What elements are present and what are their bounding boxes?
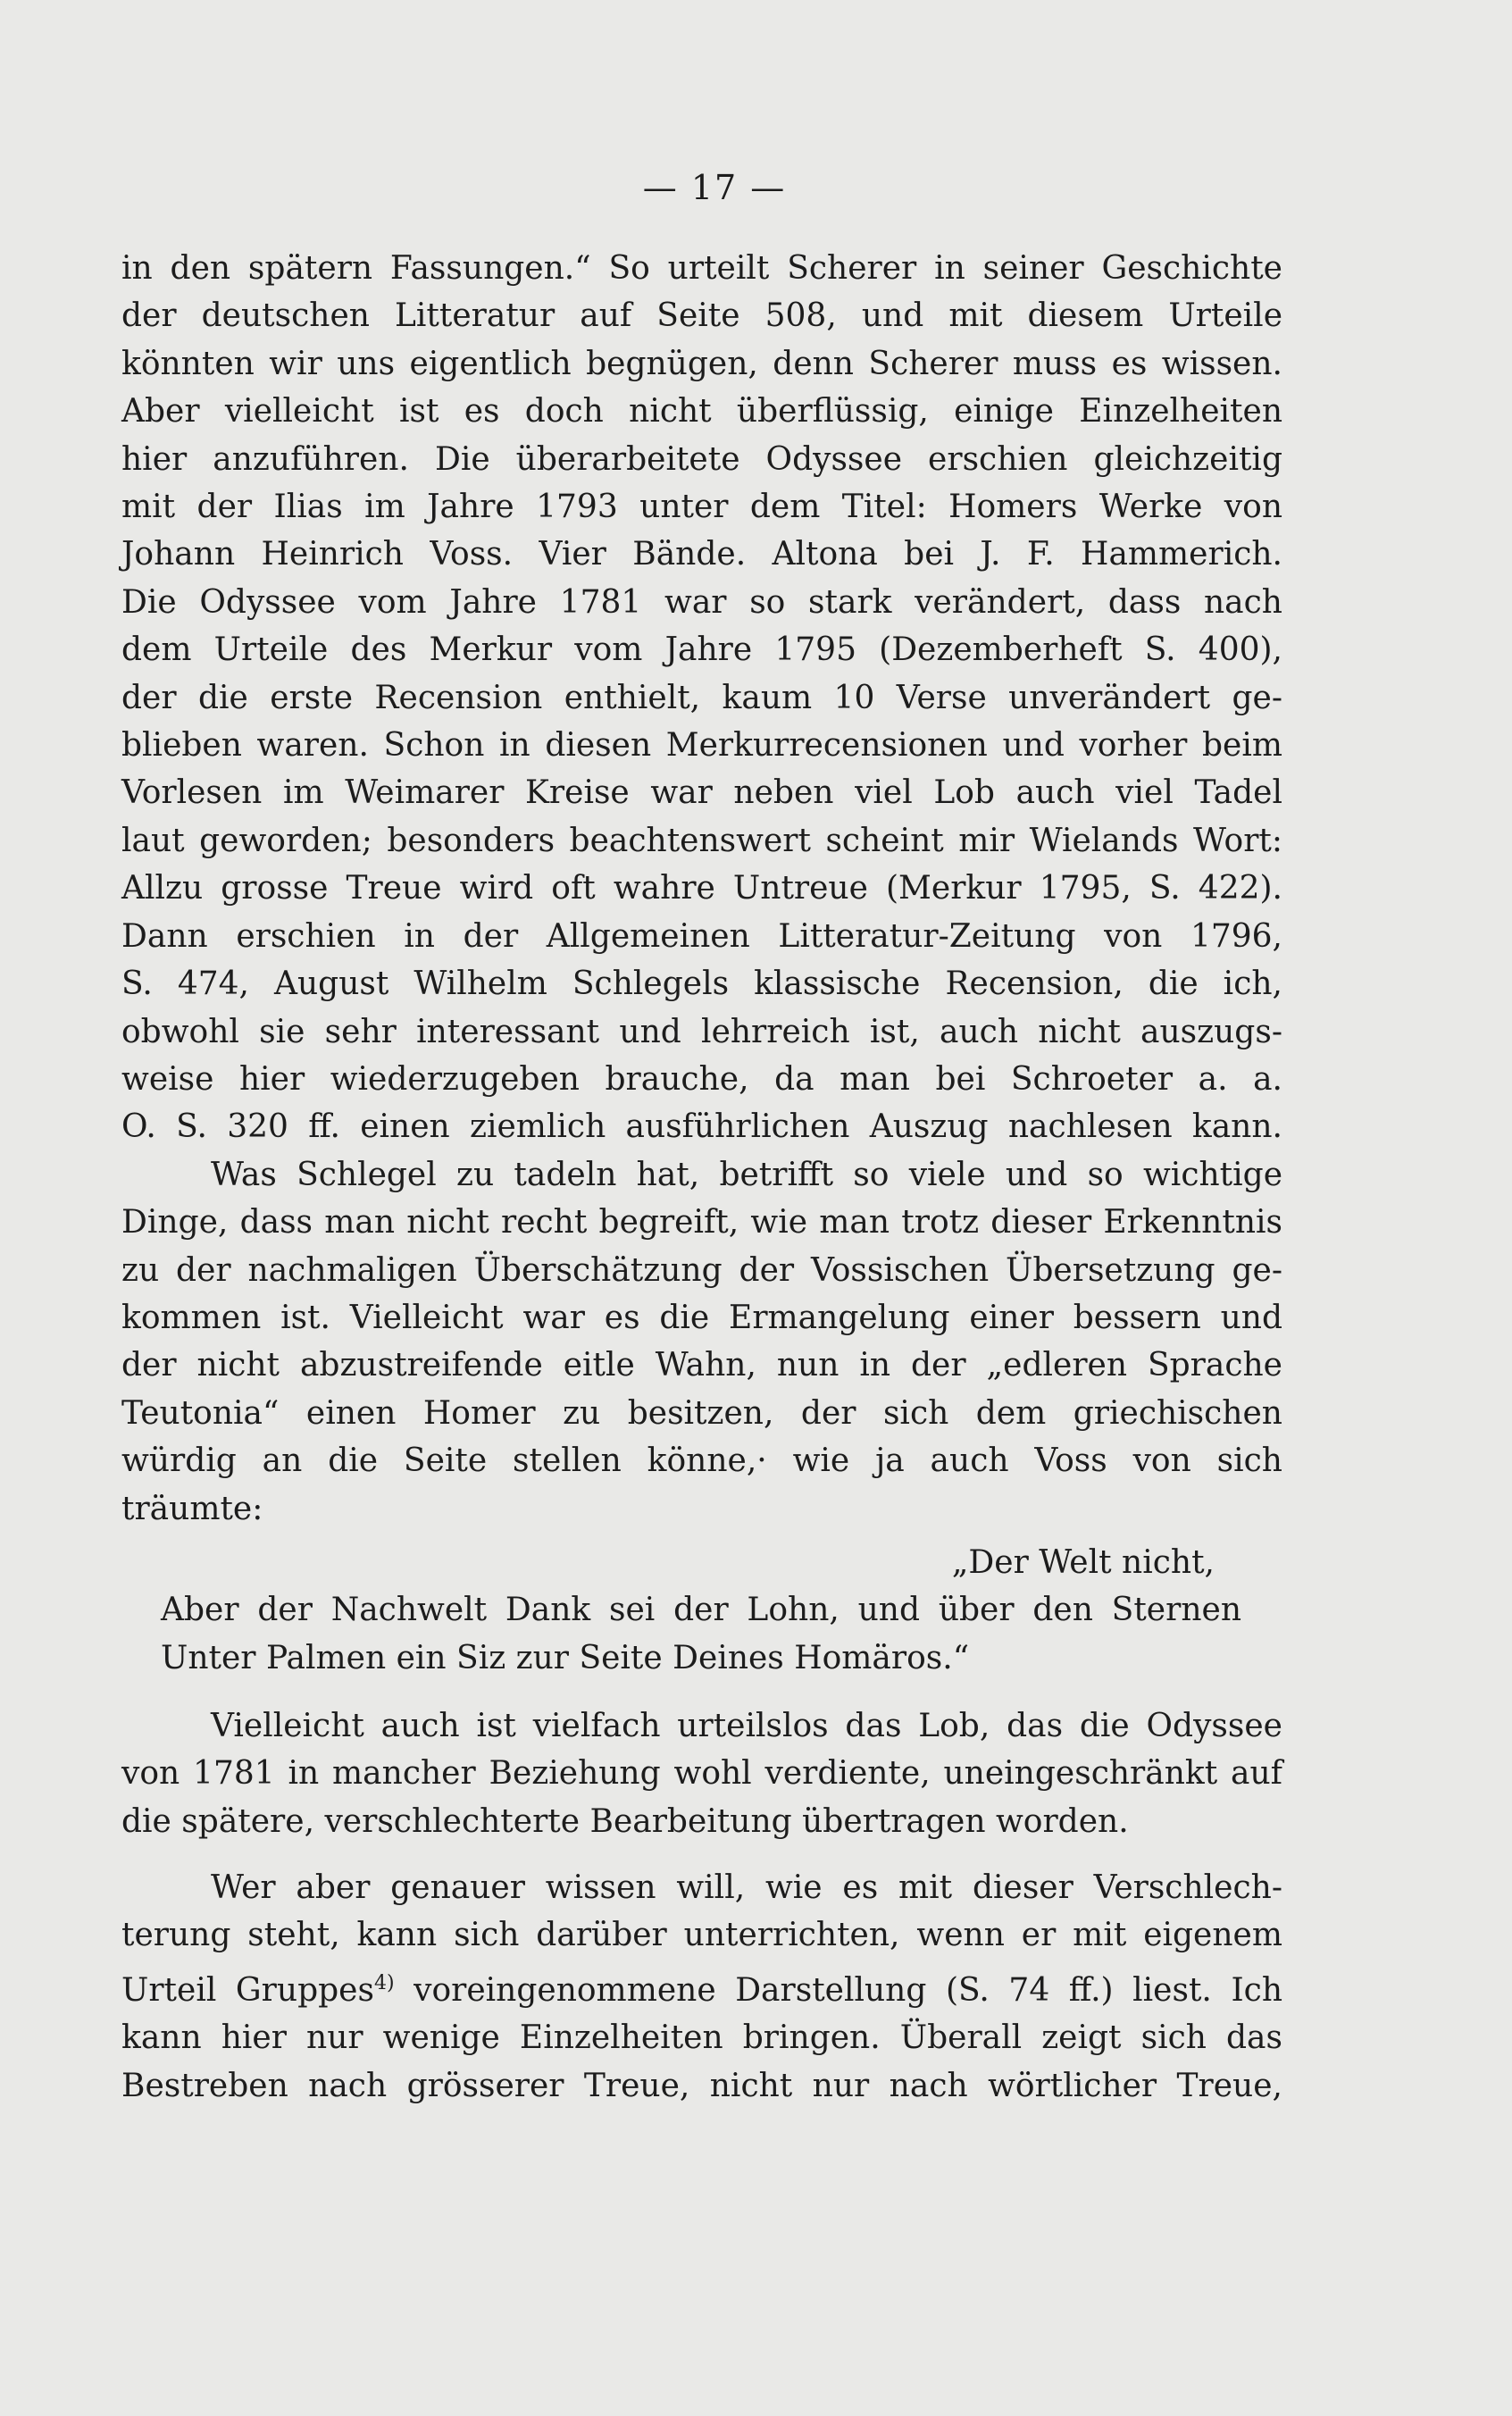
text-line: Allzu grosse Treue wird oft wahre Untreue (Merkur 1795, S. 422). [121,870,1282,907]
verse-line: Unter Palmen ein Siz zur Seite Deines Homäros.“ [161,1639,970,1676]
text-line: Die Odyssee vom Jahre 1781 war so stark verändert, dass nach [121,583,1282,621]
verse-quote [161,1539,1241,1682]
text-line: S. 474, August Wilhelm Schlegels klassische Recension, die ich, [121,966,1282,1003]
text-line: in den spätern Fassungen.“ So urteilt Scherer in seiner Geschichte [121,250,1282,287]
text-line: mit der Ilias im Jahre 1793 unter dem Titel: Homers Werke von [121,489,1282,526]
text-line: Vielleicht auch ist vielfach urteilslos das Lob, das die Odyssee [211,1708,1282,1744]
text-line: der deutschen Litteratur auf Seite 508, und mit diesem Urteile [121,297,1282,335]
text-line: Vorlesen im Weimarer Kreise war neben viel Lob auch viel Tadel [121,774,1282,812]
text-line: laut geworden; besonders beachtenswert scheint mir Wielands Wort: [121,822,1282,859]
text-line: obwohl sie sehr interessant und lehrreich ist, auch nicht auszugs- [121,1013,1282,1050]
text-line: zu der nachmaligen Überschätzung der Vossischen Übersetzung ge- [121,1251,1282,1289]
text-line: Dinge, dass man nicht recht begreift, wie man trotz dieser Erkenntnis [121,1204,1282,1241]
text-line: kann hier nur wenige Einzelheiten bringen. Überall zeigt sich das [121,2019,1282,2057]
text-line: dem Urteile des Merkur vom Jahre 1795 (Dezemberheft S. 400), [121,631,1282,669]
text-line: könnten wir uns eigentlich begnügen, denn Scherer muss es wissen. [121,345,1282,382]
text-line: Johann Heinrich Voss. Vier Bände. Altona bei J. F. Hammerich. [121,536,1282,573]
text-line: träumte: [121,1490,263,1527]
text-line: Bestreben nach grösserer Treue, nicht nur nach wörtlicher Treue, [121,2067,1282,2104]
text-line: der die erste Recension enthielt, kaum 10 Verse unverändert ge- [121,679,1282,716]
text-fragment: voreingenommene Darstellung (S. 74 ff.) liest. Ich [394,1971,1283,2009]
text-line: Teutonia“ einen Homer zu besitzen, der sich dem griechischen [121,1394,1282,1432]
paragraph-4 [121,1864,1282,2110]
text-line: der nicht abzustreifende eitle Wahn, nun in der „edleren Sprache [121,1347,1282,1384]
text-line: die spätere, verschlechterte Bearbeitung übertragen worden. [121,1802,1129,1840]
verse-line: „Der Welt nicht, [951,1544,1215,1581]
text-line: Wer aber genauer wissen will, wie es mit dieser Verschlech- [211,1869,1282,1906]
text-line: hier anzuführen. Die überarbeitete Odyssee erschien gleichzeitig [121,440,1282,478]
text-line: würdig an die Seite stellen könne,· wie ja auch Voss von sich [121,1442,1282,1480]
page-number: — 17 — [642,168,787,207]
text-line: von 1781 in mancher Beziehung wohl verdiente, uneingeschränkt auf [121,1755,1282,1793]
text-line: Dann erschien in der Allgemeinen Litteratur-Zeitung von 1796, [121,917,1282,955]
main-text [121,245,1282,1533]
text-line: kommen ist. Vielleicht war es die Ermangelung einer bessern und [121,1299,1282,1336]
paragraph-3 [121,1702,1282,1845]
text-line [121,1960,1282,2014]
footnote-marker: 4) [373,1971,395,1994]
text-fragment: Urteil Gruppes [121,1971,374,2009]
text-line: Aber vielleicht ist es doch nicht überflüssig, einige Einzelheiten [121,393,1282,431]
text-line: Was Schlegel zu tadeln hat, betrifft so viele und so wichtige [211,1156,1282,1193]
text-line: O. S. 320 ff. einen ziemlich ausführlichen Auszug nachlesen kann. [121,1108,1282,1146]
text-line: weise hier wiederzugeben brauche, da man bei Schroeter a. a. [121,1060,1282,1098]
verse-line: Aber der Nachwelt Dank sei der Lohn, und über den Sternen [161,1592,1241,1629]
text-line: blieben waren. Schon in diesen Merkurrecensionen und vorher beim [121,727,1282,765]
text-line: terung steht, kann sich darüber unterrichten, wenn er mit eigenem [121,1917,1282,1954]
